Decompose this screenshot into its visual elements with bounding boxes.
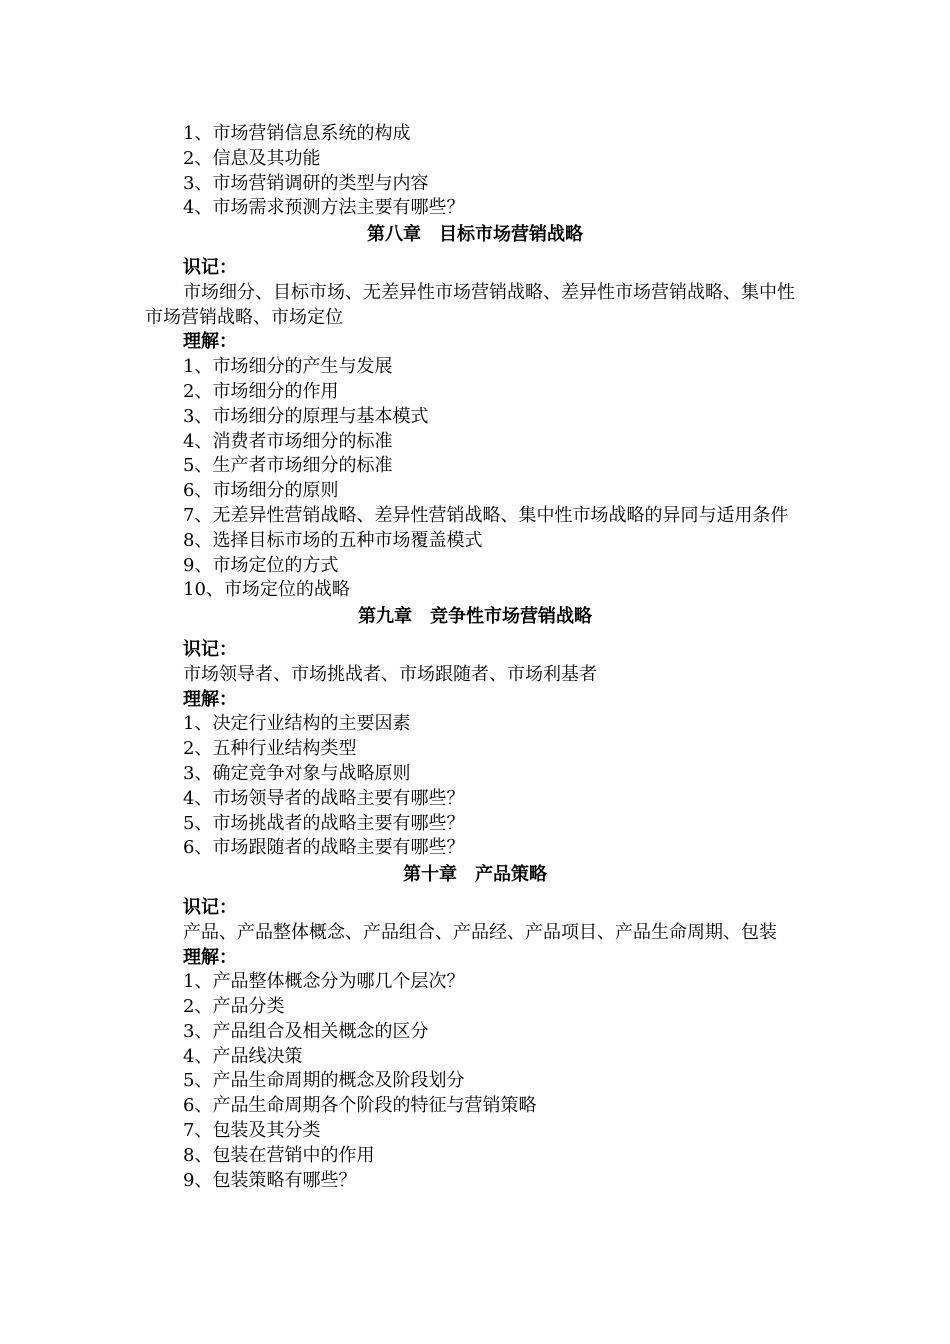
list-item: 6、产品生命周期各个阶段的特征与营销策略 [183, 1095, 537, 1117]
list-item: 2、信息及其功能 [183, 147, 321, 169]
list-item: 1、产品整体概念分为哪几个层次？ [183, 971, 465, 993]
chapter-9 [0, 603, 950, 861]
list-item: 2、五种行业结构类型 [183, 738, 357, 760]
understand-label: 理解： [183, 688, 237, 710]
memorize-text-continued: 市场营销战略、市场定位 [145, 306, 343, 328]
memorize-label: 识记： [183, 638, 237, 660]
intro-list [0, 122, 950, 221]
list-item: 4、市场领导者的战略主要有哪些？ [183, 787, 465, 809]
list-item: 3、市场细分的原理与基本模式 [183, 405, 429, 427]
chapter-title: 第八章 目标市场营销战略 [367, 224, 583, 246]
memorize-label: 识记： [183, 896, 237, 918]
list-item: 2、市场细分的作用 [183, 380, 339, 402]
list-item: 5、产品生命周期的概念及阶段划分 [183, 1070, 465, 1092]
list-item: 5、市场挑战者的战略主要有哪些？ [183, 812, 465, 834]
memorize-text: 市场细分、目标市场、无差异性市场营销战略、差异性市场营销战略、集中性 [183, 281, 795, 303]
list-item: 4、市场需求预测方法主要有哪些？ [183, 197, 465, 219]
list-item: 4、消费者市场细分的标准 [183, 430, 393, 452]
list-item: 6、市场跟随者的战略主要有哪些？ [183, 837, 465, 859]
list-item: 2、产品分类 [183, 996, 285, 1018]
list-item: 4、产品线决策 [183, 1045, 303, 1067]
list-item: 3、产品组合及相关概念的区分 [183, 1020, 429, 1042]
chapter-10 [0, 861, 950, 1193]
list-item: 1、市场营销信息系统的构成 [183, 123, 411, 144]
list-item: 1、市场细分的产生与发展 [183, 356, 393, 378]
list-item: 3、确定竞争对象与战略原则 [183, 762, 411, 784]
list-item: 5、生产者市场细分的标准 [183, 455, 393, 477]
list-item: 9、市场定位的方式 [183, 554, 339, 576]
list-item: 10、市场定位的战略 [183, 579, 350, 601]
understand-label: 理解： [183, 946, 237, 968]
understand-label: 理解： [183, 331, 237, 353]
chapter-title: 第十章 产品策略 [403, 864, 547, 886]
document-page [0, 122, 950, 1193]
list-item: 8、选择目标市场的五种市场覆盖模式 [183, 529, 483, 551]
chapter-8 [0, 221, 950, 603]
memorize-label: 识记： [183, 256, 237, 278]
list-item: 7、包装及其分类 [183, 1120, 321, 1142]
memorize-text: 产品、产品整体概念、产品组合、产品经、产品项目、产品生命周期、包装 [183, 921, 777, 943]
list-item: 6、市场细分的原则 [183, 480, 339, 502]
chapter-title: 第九章 竞争性市场营销战略 [358, 606, 592, 628]
memorize-text: 市场领导者、市场挑战者、市场跟随者、市场利基者 [183, 663, 597, 685]
list-item: 1、决定行业结构的主要因素 [183, 713, 411, 735]
list-item: 9、包装策略有哪些？ [183, 1169, 357, 1191]
list-item: 7、无差异性营销战略、差异性营销战略、集中性市场战略的异同与适用条件 [183, 504, 789, 526]
list-item: 3、市场营销调研的类型与内容 [183, 172, 429, 194]
list-item: 8、包装在营销中的作用 [183, 1144, 375, 1166]
